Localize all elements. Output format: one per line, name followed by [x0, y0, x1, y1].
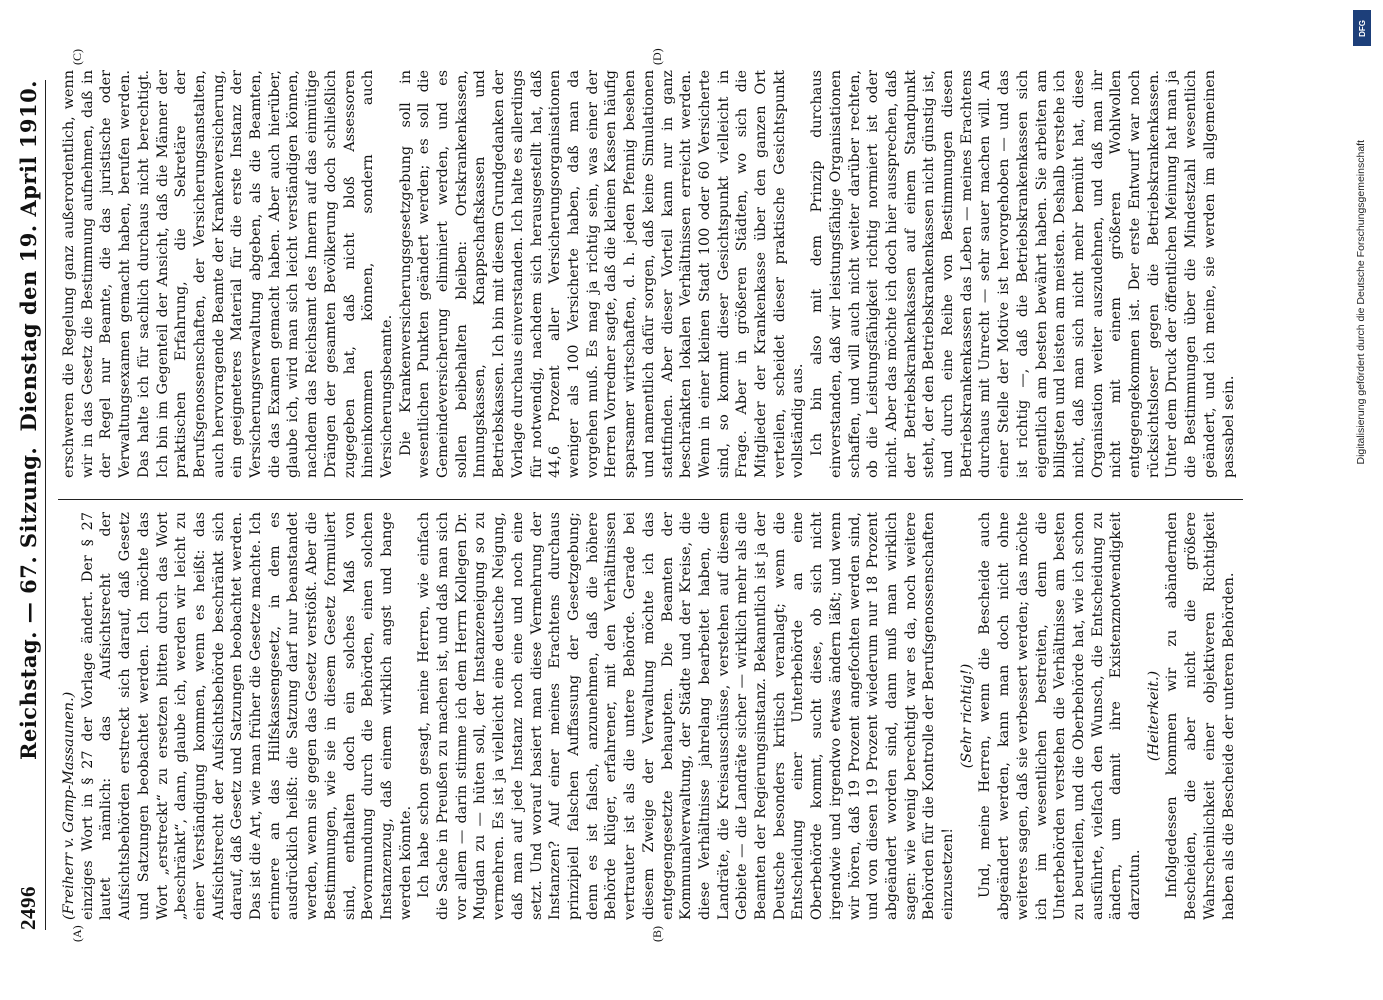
margin-mark-b: (B) [650, 926, 664, 942]
digitization-note: Digitalisierung gefördert durch die Deutsche Forschungsgemeinschaft [1355, 140, 1367, 465]
header-date: Dienstag den 19. April 1910. [16, 80, 41, 432]
paragraph: Infolgedessen kommen wir zu abändernden Bescheiden, die aber nicht die größere Wahrscheinlichkeit einer objektiveren Richtigkeit haben als die Bescheide der unteren Behörden. [1164, 512, 1237, 920]
paragraph: Ich bin also mit dem Prinzip durchaus einverstanden, daß wir leistungsfähige Organisationen schaffen, und will auch nicht weiter darüber rechten, ob die Leistungsfähigkeit richtig normiert ist oder nicht. Aber das möchte ich doch hier aussprechen, daß der Betriebskrankenkassen auf einem Standpunkt steht, der den Betriebskrankenkassen nicht günstig ist, und durch eine Reihe von Bestimmungen diesen Betriebskrankenkassen das Leben — meines Erachtens durchaus mit Unrecht — sehr sauer machen will. An einer Stelle der Motive ist hervorgehoben — und das ist richtig —, daß die Betriebskrankenkassen sich eigentlich am besten bewährt haben. Sie arbeiten am billigsten und leisten am meisten. Deshalb verstehe ich nicht, daß man sich nicht mehr bemüht hat, diese Organisation weiter auszudehnen, und daß man ihr nicht mit einem größeren Wohlwollen entgegengekommen ist. Der erste Entwurf war noch rücksichtsloser gegen die Betriebskrankenkassen. Unter dem Druck der öffentlichen Meinung hat man ja die Bestimmungen über die Mindestzahl wesentlich geändert, und ich meine, sie werden im allgemeinen passabel sein. [809, 70, 1237, 478]
header-rule [45, 80, 46, 930]
interjection [1238, 512, 1240, 920]
margin-mark-d: (D) [650, 48, 664, 65]
paragraph: Ich habe schon gesagt, meine Herren, wie einfach die Sache in Preußen zu machen ist, und daß man sich vor allem — darin stimme ich dem Herrn Kollegen Dr. Mugdan zu — hüten soll, der Instanzeneigung so zu vermehren. Es ist ja vielleicht eine deutsche Neigung, daß man auf jede Instanz noch eine und noch eine setzt. Und worauf basiert man diese Vermehrung der Instanzen? Auf einer meines Erachtens durchaus prinzipiell falschen Auffassung der Gesetzgebung; denn es ist falsch, anzunehmen, daß die höhere Behörde klüger, erfahrener, mit den Verhältnissen vertrauter ist als die untere Behörde. Gerade bei diesem Zweige der Verwaltung möchte ich das entgegengesetzte behaupten. Die Beamten der Kommunalverwaltung, der Städte und der Kreise, die diese Verhältnisse jahrelang bearbeitet haben, die Landräte, die Kreisausschüsse, verstehen auf diesem Gebiete — die Landräte sicher — wirklich mehr als die Beamten der Regierungsinstanz. Bekanntlich ist ja der Deutsche besonders kritisch veranlagt; wenn die Entscheidung einer Unterbehörde an eine Oberbehörde kommt, sucht diese, ob sich nicht irgendwie und irgendwo etwas ändern läßt; und wenn wir hören, daß 19 Prozent angefochten werden sind, und von diesen 19 Prozent wiederum nur 18 Prozent abgeändert worden sind, dann muß man wirklich sagen: wie wenig berechtigt war es da, noch weitere Behörden für die Kontrolle der Berufsgenossenschaften einzusetzen! [416, 512, 957, 920]
dfg-logo [1353, 10, 1371, 46]
column-divider [58, 499, 1243, 500]
dfg-logo-text: DFG [1357, 19, 1367, 37]
header-title: Reichstag. — 67. Sitzung. [16, 446, 41, 760]
paragraph: erschweren die Regelung ganz außerordentlich, wenn wir in das Gesetz die Bestimmung aufnehmen, daß in der Regel nur Beamte, die das juristische oder Verwaltungsexamen gemacht haben, berufen werden. Das halte ich für sachlich durchaus nicht berechtigt. Ich bin im Gegenteil der Ansicht, daß die Männer der praktischen Erfahrung, die Sekretäre der Berufsgenossenschaften, der Versicherungsanstalten, auch hervorragende Beamte der Krankenversicherung, ein geeigneteres Material für die erste Instanz der Versicherungsverwaltung abgeben, als die Beamten, die das Examen gemacht haben. Aber auch hierüber, glaube ich, wird man sich leicht verständigen können, nachdem das Reichsamt des Innern auf das einmütige Drängen der gesamten Bevölkerung doch schließlich zugegeben hat, daß nicht bloß Assessoren hineinkommen können, sondern auch Versicherungsbeamte. [61, 70, 395, 478]
interjection: (Sehr richtig!) [958, 663, 975, 769]
page-header [10, 80, 50, 930]
paragraph: Die Krankenversicherungsgesetzgebung soll in wesentlichen Punkten geändert werden; es soll die Gemeindeversicherung eliminiert werden, und es sollen beibehalten bleiben: Ortskrankenkassen, Innungskassen, Knappschaftskassen und Betriebskassen. Ich bin mit diesem Grundgedanken der Vorlage durchaus einverstanden. Ich halte es allerdings für notwendig, nachdem sich herausgestellt hat, daß 44,6 Prozent aller Versicherungsorganisationen weniger als 100 Versicherte haben, daß man da vorgehen muß. Es mag ja richtig sein, was einer der Herren Vorredner sagte, daß die kleinen Kassen häufig sparsamer wirtschaften, d. h. jeden Pfennig besehen und namentlich dafür sorgen, daß keine Simulationen stattfinden. Aber dieser Vorteil kann nur in ganz beschränkten lokalen Verhältnissen erreicht werden. Wenn in einer kleinen Stadt 100 oder 60 Versicherte sind, so kommt dieser Gesichtspunkt vielleicht in Frage. Aber in größeren Städten, wo sich die Mitglieder der Krankenkasse über den ganzen Ort verteilen, scheidet dieser praktische Gesichtspunkt vollständig aus. [397, 70, 807, 478]
speaker-line: (Freiherr v. Gamp-Massaunen.) [61, 691, 77, 920]
margin-mark-c: (C) [70, 49, 84, 65]
right-column [60, 70, 1240, 478]
page-number: 2496 [16, 886, 40, 930]
paragraph: einziges Wort in § 27 der Vorlage ändert. Der § 27 lautet nämlich: das Aufsichtsrecht der Aufsichtsbehörden erstreckt sich darauf, daß Gesetz und Satzungen beobachtet werden. Ich möchte das Wort „erstreckt“ zu ersetzen bitten durch das Wort „beschränkt“, dann, glaube ich, werden wir leicht zu einer Verständigung kommen, wenn es heißt: das Aufsichtsrecht der Aufsichtsbehörde beschränkt sich darauf, daß Gesetz und Satzungen beobachtet werden. Das ist die Art, wie man früher die Gesetze machte. Ich erinnere an das Hilfskassengesetz, in dem es ausdrücklich heißt: die Satzung darf nur beanstandet werden, wenn sie gegen das Gesetz verstößt. Aber die Bestimmungen, wie sie in diesem Gesetz formuliert sind, enthalten doch ein solches Maß von Bevormundung durch die Behörden, einen solchen Instanzenzug, daß einem wirklich angst und bange werden könnte. [79, 512, 414, 920]
paragraph [1238, 70, 1240, 478]
left-column [60, 512, 1240, 920]
margin-mark-a: (A) [70, 925, 84, 942]
paragraph: Und, meine Herren, wenn die Bescheide auch abgeändert werden, kann man doch nicht ohne weiteres sagen, daß sie verbessert werden; das möchte ich im wesentlichen bestreiten, denn die Unterbehörden verstehen die Verhältnisse am besten zu beurteilen, und die Oberbehörde hat, wie ich schon ausführte, vielfach den Wunsch, die Entscheidung zu ändern, um damit ihre Existenznotwendigkeit darzutun. [977, 512, 1144, 920]
digitization-sidebar [1355, 10, 1369, 790]
interjection: (Heiterkeit.) [1145, 670, 1162, 762]
